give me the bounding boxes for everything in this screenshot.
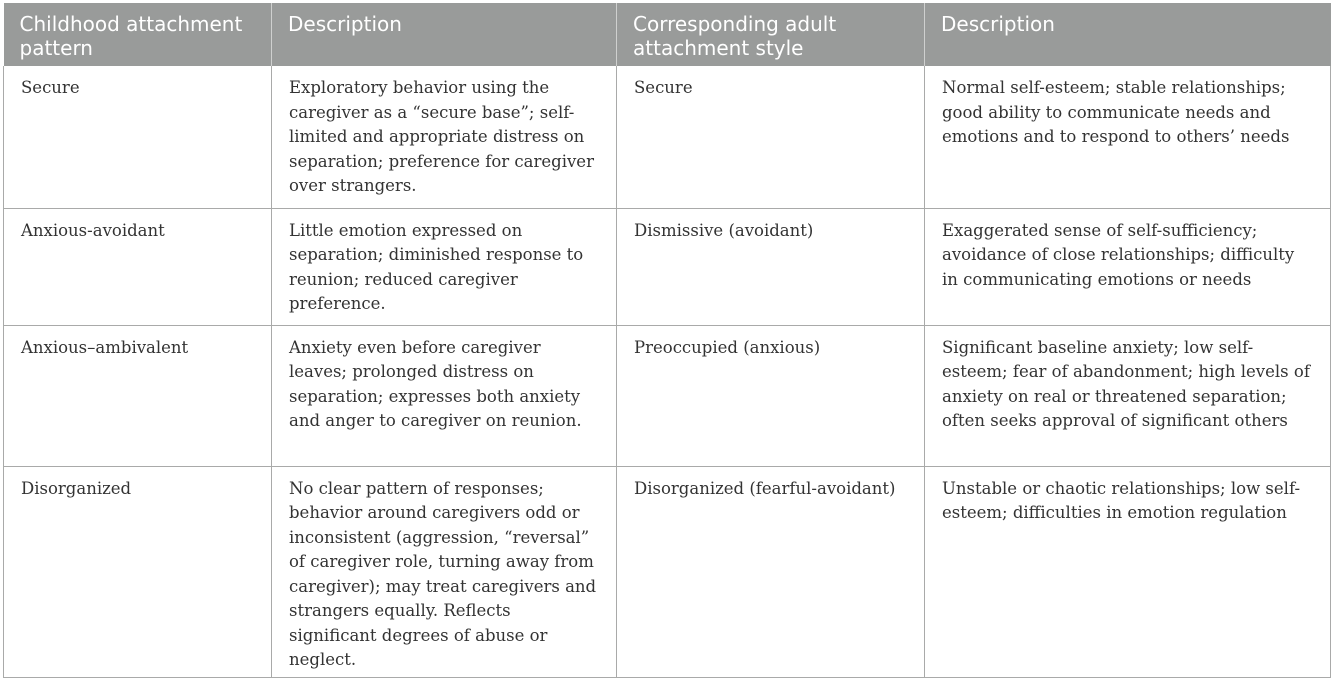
table-row bbox=[4, 66, 1331, 208]
cell-adult-description: Unstable or chaotic relationships; low self-esteem; difficulties in emotion regulation bbox=[925, 466, 1331, 677]
cell-childhood-description: No clear pattern of responses; behavior around caregivers odd or inconsistent (aggression, “reversal” of caregiver role, turning away from caregiver); may treat caregivers and strangers equally. Reflects significant degrees of abuse or neglect. bbox=[272, 466, 617, 677]
cell-childhood-pattern: Secure bbox=[4, 66, 272, 208]
header-childhood-pattern: Childhood attachment pattern bbox=[4, 3, 272, 66]
attachment-styles-table bbox=[3, 3, 1331, 678]
cell-childhood-description: Exploratory behavior using the caregiver as a “secure base”; self-limited and appropriate distress on separation; preference for caregiver over strangers. bbox=[272, 66, 617, 208]
header-adult-style: Corresponding adult attachment style bbox=[617, 3, 925, 66]
cell-adult-description: Normal self-esteem; stable relationships; good ability to communicate needs and emotions and to respond to others’ needs bbox=[925, 66, 1331, 208]
cell-adult-style: Preoccupied (anxious) bbox=[617, 325, 925, 466]
cell-childhood-pattern: Disorganized bbox=[4, 466, 272, 677]
header-row bbox=[4, 3, 1331, 66]
cell-childhood-description: Anxiety even before caregiver leaves; prolonged distress on separation; expresses both anxiety and anger to caregiver on reunion. bbox=[272, 325, 617, 466]
header-childhood-description: Description bbox=[272, 3, 617, 66]
cell-childhood-description: Little emotion expressed on separation; diminished response to reunion; reduced caregiver preference. bbox=[272, 208, 617, 325]
table-row bbox=[4, 325, 1331, 466]
table-row bbox=[4, 208, 1331, 325]
header-adult-description: Description bbox=[925, 3, 1331, 66]
cell-adult-style: Disorganized (fearful-avoidant) bbox=[617, 466, 925, 677]
cell-adult-description: Significant baseline anxiety; low self-esteem; fear of abandonment; high levels of anxiety on real or threatened separation; often seeks approval of significant others bbox=[925, 325, 1331, 466]
table-header bbox=[4, 3, 1331, 66]
cell-adult-description: Exaggerated sense of self-sufficiency; avoidance of close relationships; difficulty in communicating emotions or needs bbox=[925, 208, 1331, 325]
cell-adult-style: Dismissive (avoidant) bbox=[617, 208, 925, 325]
table-row bbox=[4, 466, 1331, 677]
cell-childhood-pattern: Anxious-avoidant bbox=[4, 208, 272, 325]
cell-adult-style: Secure bbox=[617, 66, 925, 208]
table-body bbox=[4, 66, 1331, 677]
cell-childhood-pattern: Anxious–ambivalent bbox=[4, 325, 272, 466]
